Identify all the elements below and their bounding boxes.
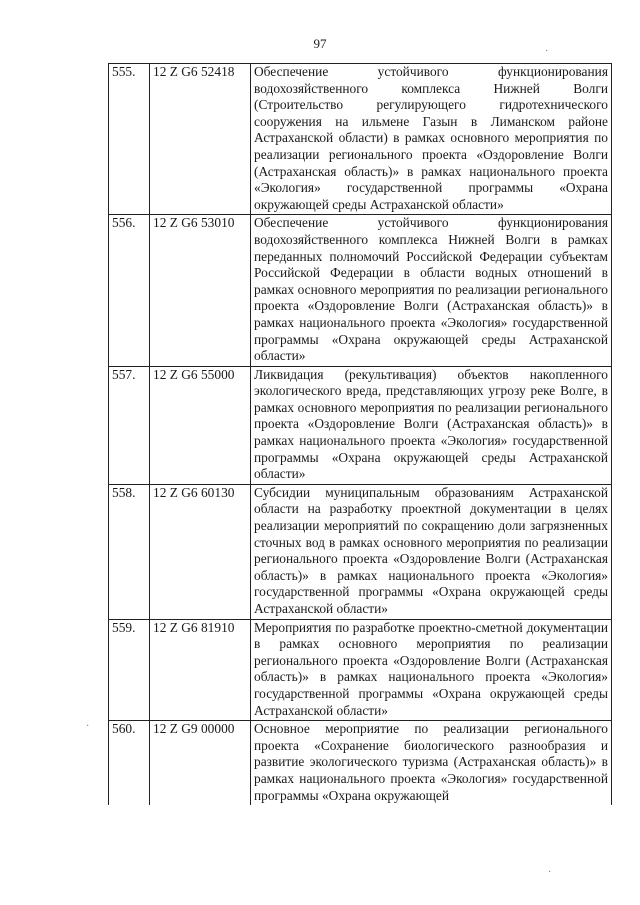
table-row — [109, 366, 612, 484]
row-description: Основное мероприятие по реализации регионального проекта «Сохранение биологического разнообразия и развитие экологического туризма (Астраханская область)» в рамках национального проекта «Экология» государственной программы «Охрана окружающей — [251, 721, 612, 805]
page-number: 97 — [313, 36, 327, 51]
table-row — [109, 619, 612, 721]
row-description: Обеспечение устойчивого функционирования водохозяйственного комплекса Нижней Волги в рамках переданных полномочий Российской Федерации субъектам Российской Федерации в области водных отношений в рамках основного мероприятия по реализации регионального проекта «Оздоровление Волги (Астраханская область)» в рамках национального проекта «Экология» государственной программы «Охрана окружающей среды Астраханской области» — [251, 215, 612, 366]
table-row — [109, 64, 612, 215]
budget-code: 12 Z G6 55000 — [150, 366, 251, 484]
budget-classification-table — [108, 63, 612, 805]
row-number: 556. — [109, 215, 150, 366]
budget-code: 12 Z G6 60130 — [150, 484, 251, 619]
row-description: Субсидии муниципальным образованиям Астраханской области на разработку проектной документации в целях реализации мероприятий по сокращению доли загрязненных сточных вод в рамках основного мероприятия по реализации регионального проекта «Оздоровление Волги (Астраханская область)» в рамках национального проекта «Экология» государственной программы «Охрана окружающей среды Астраханской области» — [251, 484, 612, 619]
budget-code: 12 Z G6 53010 — [150, 215, 251, 366]
budget-code: 12 Z G9 00000 — [150, 721, 251, 805]
row-number: 555. — [109, 64, 150, 215]
budget-code: 12 Z G6 81910 — [150, 619, 251, 721]
table-row — [109, 215, 612, 366]
row-description: Мероприятия по разработке проектно-сметной документации в рамках основного мероприятия по реализации регионального проекта «Оздоровление Волги (Астраханская область)» в рамках национального проекта «Экология» государственной программы «Охрана окружающей среды Астраханской области» — [251, 619, 612, 721]
row-number: 557. — [109, 366, 150, 484]
row-number: 560. — [109, 721, 150, 805]
scan-speck: · — [86, 721, 90, 732]
scan-speck: · — [545, 46, 549, 57]
row-number: 558. — [109, 484, 150, 619]
row-number: 559. — [109, 619, 150, 721]
budget-code: 12 Z G6 52418 — [150, 64, 251, 215]
scan-speck: · — [548, 867, 552, 878]
table-row — [109, 721, 612, 805]
row-description: Ликвидация (рекультивация) объектов накопленного экологического вреда, представляющих угрозу реке Волге, в рамках основного мероприятия по реализации регионального проекта «Оздоровление Волги (Астраханская область)» в рамках национального проекта «Экология» государственной программы «Охрана окружающей среды Астраханской области» — [251, 366, 612, 484]
row-description: Обеспечение устойчивого функционирования водохозяйственного комплекса Нижней Волги (Строительство регулирующего гидротехнического сооружения на ильмене Газын в Лиманском районе Астраханской области) в рамках основного мероприятия по реализации регионального проекта «Оздоровление Волги (Астраханская область)» в рамках национального проекта «Экология» государственной программы «Охрана окружающей среды Астраханской области» — [251, 64, 612, 215]
table-row — [109, 484, 612, 619]
